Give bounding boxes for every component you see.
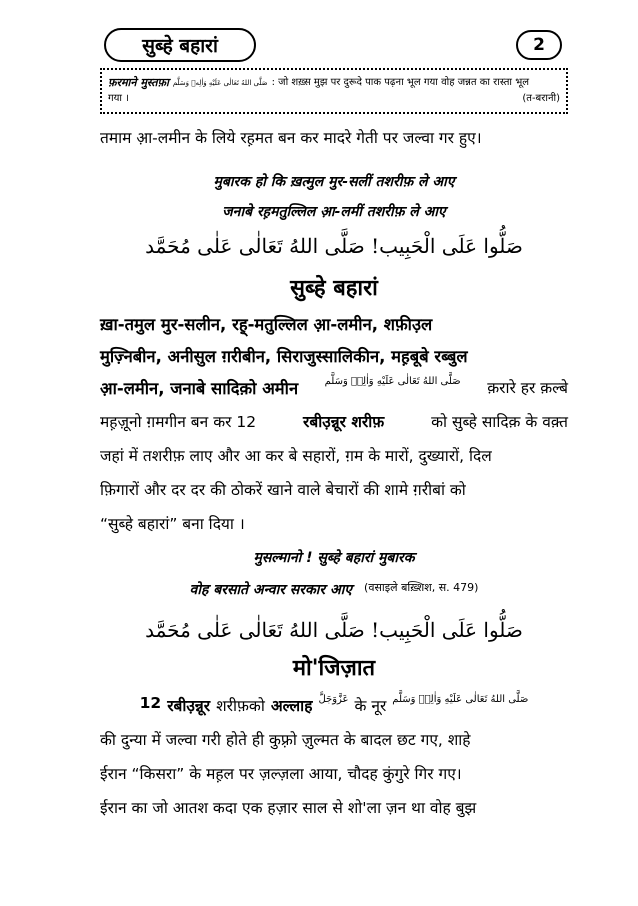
text-line-8	[100, 694, 568, 716]
section-heading-1: सुब्हे बहारां	[290, 276, 378, 301]
hadith-text-2: गया ।	[108, 93, 129, 104]
citation: (वसाइले बख़्शिश, स. 479)	[364, 581, 479, 594]
arabic-azza: عَزَّوَجَلَّ	[318, 694, 349, 705]
arabic-salutation-1: صَلَّى اللهُ تَعَالٰى عَلَيْهِ وَاٰلِهٖ وَسَلَّم	[324, 376, 461, 387]
text-line-8-a: शरीफ़को	[216, 697, 265, 715]
text-line-10: ईरान “किसरा” के मह़ल पर ज़ल्ज़ला आया, चौदह कुंगुरे गिर गए।	[100, 765, 462, 783]
hadith-source: (त-बरानी)	[522, 93, 560, 104]
text-line-4-b: को सुब्हे सादिक़ के वक़्त	[431, 413, 568, 431]
text-line-11: ईरान का जो आतश कदा एक हज़ार साल से शो'ला ज़न था वोह बुझ	[100, 799, 477, 817]
verse-line-4: वोह बरसाते अन्वार सरकार आए	[189, 582, 353, 598]
text-line-5: जहां में तशरीफ़ लाए और आ कर बे सहारों, ग़म के मारों, दुख्यारों, दिल	[100, 447, 492, 465]
bold-line-1: ख़ा-तमुल मुर-सलीन, रह़्-मतुल्लिल आ़-लमीन, शफ़ीउ़ल	[100, 315, 433, 334]
text-line-8-bold: रबीउ़न्नूर	[167, 697, 211, 715]
verse-line-1: मुबारक हो कि ख़त्मुल मुर-सलीं तशरीफ़ ले आए	[213, 174, 455, 190]
bold-line-2: मुज़्निबीन, अनीसुल ग़रीबीन, सिराजुस्सालिकीन, मह़बूबे रब्बुल	[100, 347, 468, 366]
hadith-line-2	[108, 91, 560, 107]
text-line-9: की दुन्या में जल्वा गरी होते ही कुफ़्रो ज़ुल्मत के बादल छट गए, शाहे	[100, 731, 471, 749]
page-number: 2	[516, 30, 562, 60]
hadith-arabic-salutation: صَلَّى اللهُ تَعَالٰى عَلَيْهِ وَاٰلِهٖ وَسَلَّم	[172, 79, 268, 87]
verse-line-3: मुसल्मानो ! सुब्हे बहारां मुबारक	[253, 550, 415, 566]
text-line-3-tail: क़रारे हर क़ल्बे	[487, 379, 568, 397]
text-line-6: फ़िगारों और दर दर की ठोकरें खाने वाले बेचारों की शामे ग़रीबां को	[100, 481, 466, 499]
bold-line-3: आ़-लमीन, जनाबे सादिक़ो अमीन	[100, 379, 299, 398]
text-line-4-a: मह़ज़ूनो ग़मगीन बन कर 12	[100, 413, 257, 431]
text-line-4	[100, 410, 568, 432]
text-line-8-b: के नूर	[354, 697, 387, 715]
durood-line-1: صَلُّوا عَلَى الْحَبِيب! صَلَّى اللهُ تَعَالٰى عَلٰى مُحَمَّد	[145, 234, 523, 258]
text-line-8-allah: अल्लाह	[270, 697, 313, 715]
page-title: सुब्हे बहारां	[104, 28, 256, 62]
hadith-text-1: : जो शख़्स मुझ पर दुरूदे पाक पढ़ना भूल गया वोह जन्नत का रास्ता भूल	[271, 77, 530, 88]
text-line-3	[100, 376, 568, 399]
text-line-1: तमाम आ़-लमीन के लिये रह़मत बन कर मादरे गेती पर जल्वा गर हुए।	[100, 129, 482, 147]
arabic-salutation-2: صَلَّى اللهُ تَعَالٰى عَلَيْهِ وَاٰلِهٖ وَسَلَّم	[392, 694, 529, 705]
verse-line-2: जनाबे रह़मतुल्लिल आ़-लमीं तशरीफ़ ले आए	[222, 204, 446, 220]
durood-line-2: صَلُّوا عَلَى الْحَبِيب! صَلَّى اللهُ تَعَالٰى عَلٰى مُحَمَّد	[145, 618, 523, 642]
text-line-4-bold: रबीउ़न्नूर शरीफ़	[303, 413, 385, 431]
hadith-box	[100, 68, 568, 114]
text-line-7: “सुब्हे बहारां” बना दिया ।	[100, 515, 245, 533]
hadith-heading: फ़रमाने मुस्तफ़ा	[108, 76, 169, 89]
text-line-8-num: 12	[139, 694, 162, 712]
hadith-line-1	[108, 75, 560, 91]
section-heading-2: मो'जिज़ात	[292, 656, 376, 681]
verse-line-4-row	[100, 580, 568, 599]
